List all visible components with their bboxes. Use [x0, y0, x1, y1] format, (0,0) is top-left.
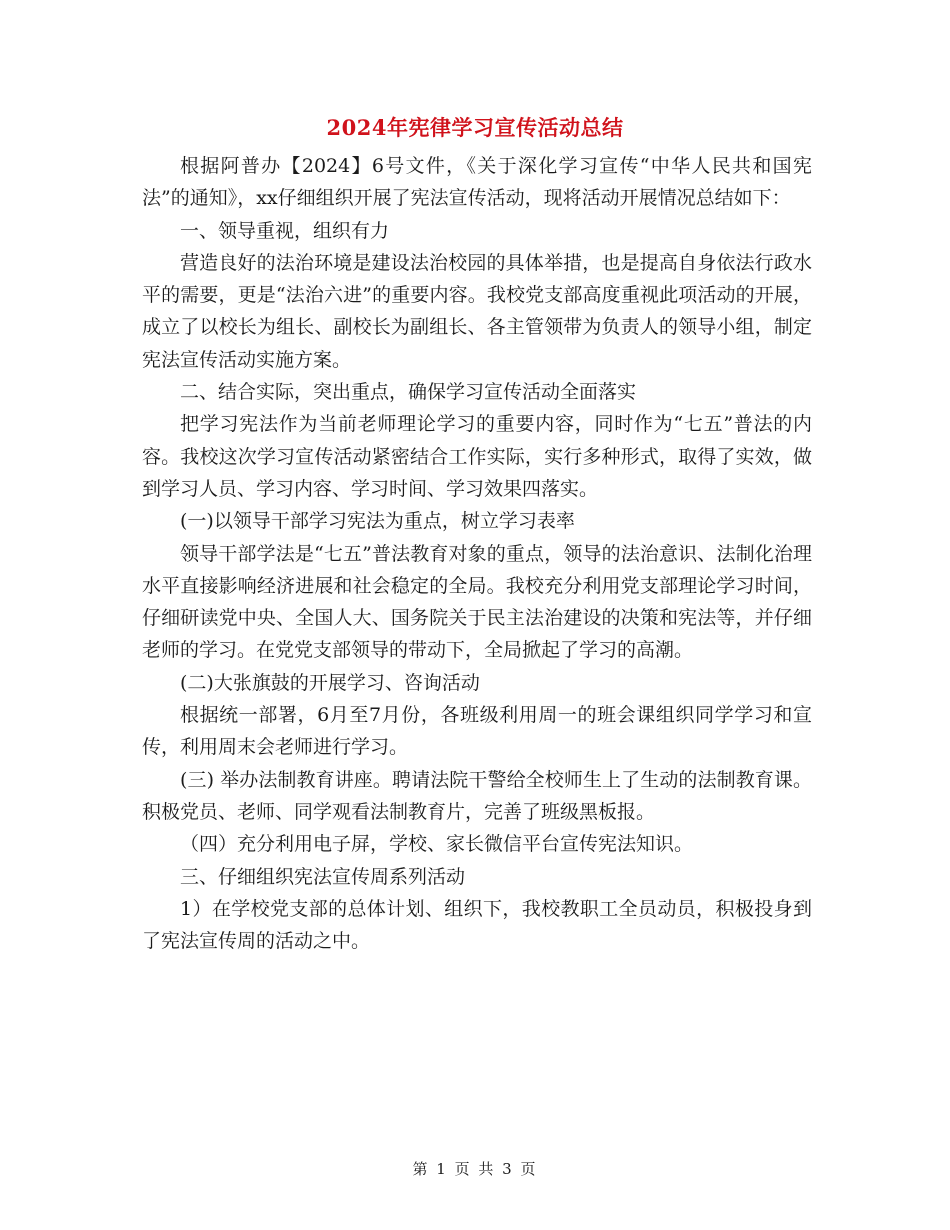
document-title: 2024年宪律学习宣传活动总结	[326, 115, 624, 140]
paragraph: 把学习宪法作为当前老师理论学习的重要内容，同时作为“七五”普法的内容。我校这次学习宣传活动紧密结合工作实际，实行多种形式，取得了实效，做到学习人员、学习内容、学习时间、学习效果四落实。	[142, 413, 812, 500]
section-heading-3: 三、仔细组织宪法宣传周系列活动	[180, 865, 466, 888]
document-body	[142, 150, 812, 957]
page-footer: 第 1 页 共 3 页	[412, 1160, 538, 1178]
paragraph: 营造良好的法治环境是建设法治校园的具体举措，也是提高自身依法行政水平的需要，更是“法治六进”的重要内容。我校党支部高度重视此项活动的开展，成立了以校长为组长、副校长为副组长、各主管领带为负责人的领导小组，制定宪法宣传活动实施方案。	[142, 251, 812, 371]
paragraph: （四）充分利用电子屏，学校、家长微信平台宣传宪法知识。	[180, 833, 694, 856]
paragraph: 领导干部学法是“七五”普法教育对象的重点，领导的法治意识、法制化治理水平直接影响经济进展和社会稳定的全局。我校充分利用党支部理论学习时间，仔细研读党中央、全国人大、国务院关于民主法治建设的决策和宪法等，并仔细老师的学习。在党党支部领导的带动下，全局掀起了学习的高潮。	[142, 542, 812, 662]
paragraph: 根据统一部署，6月至7月份，各班级利用周一的班会课组织同学学习和宣传，利用周末会老师进行学习。	[142, 704, 812, 759]
paragraph: 1）在学校党支部的总体计划、组织下，我校教职工全员动员，积极投身到了宪法宣传周的活动之中。	[142, 897, 812, 953]
paragraph: (三) 举办法制教育讲座。聘请法院干警给全校师生上了生动的法制教育课。积极党员、老师、同学观看法制教育片，完善了班级黑板报。	[142, 768, 812, 823]
subsection-heading-1: (一)以领导干部学习宪法为重点，树立学习表率	[180, 510, 575, 533]
section-heading-1: 一、领导重视，组织有力	[180, 219, 390, 242]
section-heading-2: 二、结合实际，突出重点，确保学习宣传活动全面落实	[180, 381, 637, 404]
paragraph-intro: 根据阿普办【2024】6号文件，《关于深化学习宣传“中华人民共和国宪法”的通知》，xx仔细组织开展了宪法宣传活动，现将活动开展情况总结如下：	[142, 155, 812, 210]
subsection-heading-2: (二)大张旗鼓的开展学习、咨询活动	[180, 671, 480, 694]
